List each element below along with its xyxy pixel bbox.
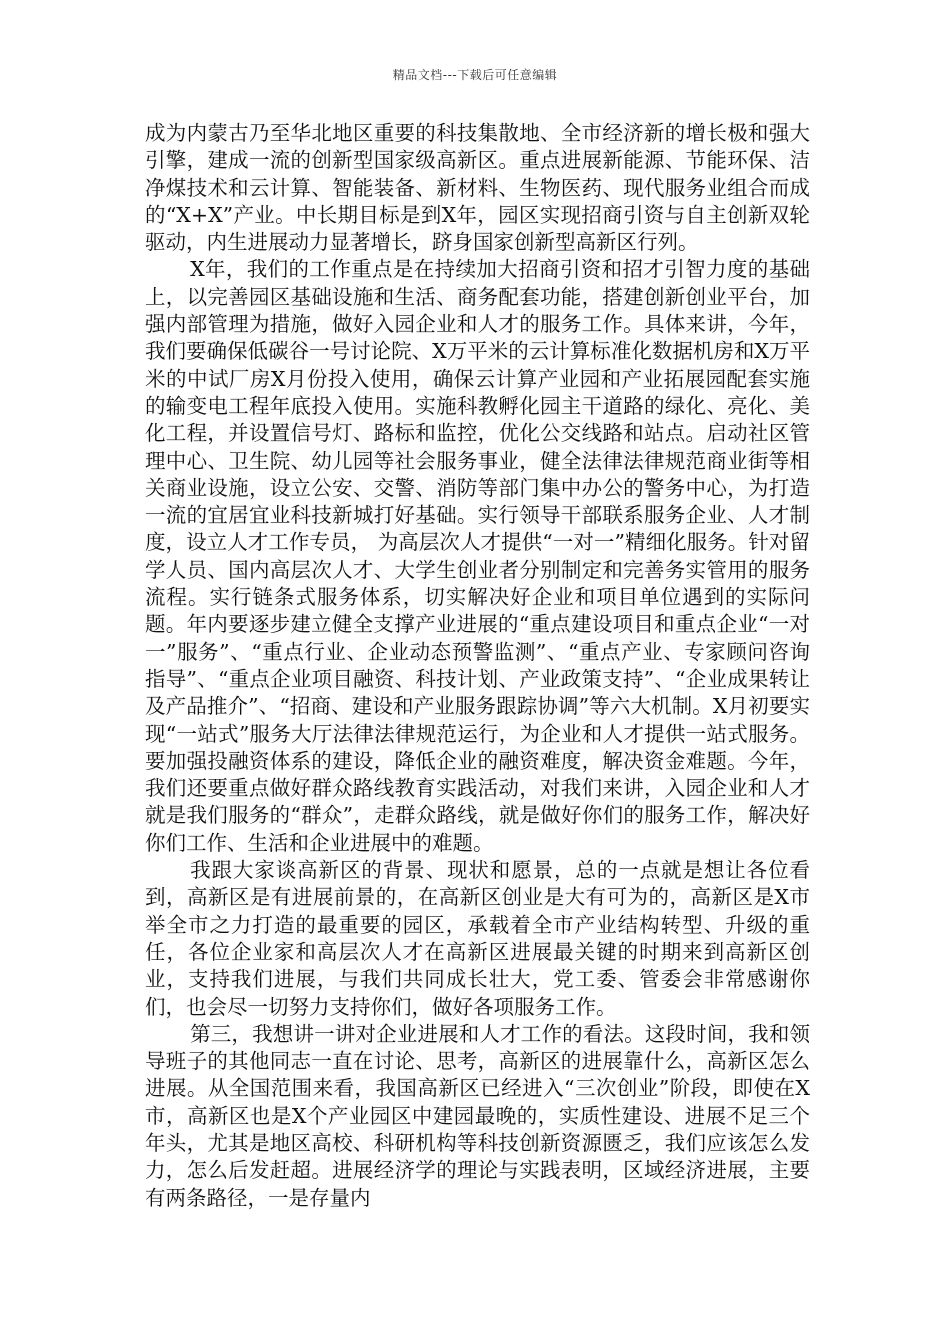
paragraph-4: 第三，我想讲一讲对企业进展和人才工作的看法。这段时间，我和领导班子的其他同志一直在讨论、思考，高新区的进展靠什么，高新区怎么进展。从全国范围来看，我国高新区已经进入“三次创业”阶段，即使在X市，高新区也是X个产业园区中建园最晚的，实质性建设、进展不足三个年头，尤其是地区高校、科研机构等科技创新资源匮乏，我们应该怎么发力，怎么后发赶超。进展经济学的理论与实践表明，区域经济进展，主要有两条路径，一是存量内 [145,1021,810,1210]
document-body [145,120,810,1212]
page-header: 精品文档---下载后可任意编辑 [392,68,558,82]
paragraph-2: X年，我们的工作重点是在持续加大招商引资和招才引智力度的基础上，以完善园区基础设施和生活、商务配套功能，搭建创新创业平台，加强内部管理为措施，做好入园企业和人才的服务工作。具体来讲，今年，我们要确保低碳谷一号讨论院、X万平米的云计算标准化数据机房和X万平米的中试厂房X月份投入使用，确保云计算产业园和产业拓展园配套实施的输变电工程年底投入使用。实施科教孵化园主干道路的绿化、亮化、美化工程，并设置信号灯、路标和监控，优化公交线路和站点。启动社区管理中心、卫生院、幼儿园等社会服务事业，健全法律法律规范商业街等相关商业设施，设立公安、交警、消防等部门集中办公的警务中心，为打造一流的宜居宜业科技新城打好基础。实行领导干部联系服务企业、人才制度，设立人才工作专员， 为高层次人才提供“一对一”精细化服务。针对留学人员、国内高层次人才、大学生创业者分别制定和完善务实管用的服务流程。实行链条式服务体系，切实解决好企业和项目单位遇到的实际问题。年内要逐步建立健全支撑产业进展的“重点建设项目和重点企业“一对一”服务”、“重点行业、企业动态预警监测”、“重点产业、专家顾问咨询指导”、“重点企业项目融资、科技计划、产业政策支持”、“企业成果转让及产品推介”、“招商、建设和产业服务跟踪协调”等六大机制。X月初要实现“一站式”服务大厅法律法律规范运行，为企业和人才提供一站式服务。要加强投融资体系的建设，降低企业的融资难度，解决资金难题。今年，我们还要重点做好群众路线教育实践活动，对我们来讲，入园企业和人才就是我们服务的“群众”，走群众路线，就是做好你们的服务工作，解决好你们工作、生活和企业进展中的难题。 [145,257,810,855]
paragraph-1: 成为内蒙古乃至华北地区重要的科技集散地、全市经济新的增长极和强大引擎，建成一流的创新型国家级高新区。重点进展新能源、节能环保、洁净煤技术和云计算、智能装备、新材料、生物医药、现代服务业组合而成的“X+X”产业。中长期目标是到X年，园区实现招商引资与自主创新双轮驱动，内生进展动力显著增长，跻身国家创新型高新区行列。 [145,121,810,255]
paragraph-3: 我跟大家谈高新区的背景、现状和愿景，总的一点就是想让各位看到，高新区是有进展前景的，在高新区创业是大有可为的，高新区是X市举全市之力打造的最重要的园区，承载着全市产业结构转型、升级的重任，各位企业家和高层次人才在高新区进展最关键的时期来到高新区创业，支持我们进展，与我们共同成长壮大，党工委、管委会非常感谢你们，也会尽一切努力支持你们，做好各项服务工作。 [145,858,810,1019]
